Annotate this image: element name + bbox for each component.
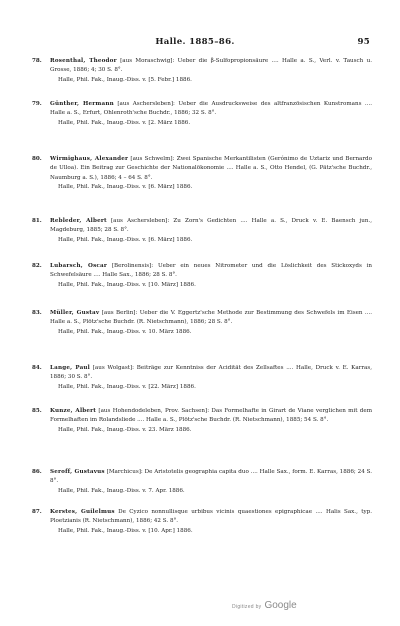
entry-author: Günther, Hermann xyxy=(50,101,114,107)
entry-dissertation: Halle, Phil. Fak., Inaug.-Diss. v. [22. März] 1886. xyxy=(58,383,196,390)
entry-author: Kerstes, Guilelmus xyxy=(50,509,115,515)
digitized-watermark xyxy=(232,600,297,611)
entry-author: Rosenthal, Theodor xyxy=(50,58,117,64)
entry-author: Seroff, Gustavus xyxy=(50,469,105,475)
entry-author: Lubarsch, Oscar xyxy=(50,263,108,269)
entry-text: [Berolinensis]: Ueber ein neues Nitrometer und die Löslichkeit des Stickoxyds in Schwefelsäure .... Halle Sax., 1886; 28 S. 8°. xyxy=(50,263,373,279)
entry-text: [aus Schwelm]: Zwei Spanische Merkantilisten (Gerónimo de Uztariz und Bernardo de Ulloa). Ein Beitrag zur Geschichte der Nationalökonomie .... Halle a. S., Otto Hendel, (G. Pätz'sche Buchdr., Naumburg a. S.), 1886; 4 – 64 S. 8°. xyxy=(50,156,372,181)
entry-81 xyxy=(32,217,372,245)
entry-80 xyxy=(32,155,372,193)
entry-83 xyxy=(32,309,372,337)
watermark-prefix: Digitized by xyxy=(232,604,262,610)
entry-86 xyxy=(32,468,372,496)
entry-author: Kunze, Albert xyxy=(50,408,97,414)
entry-text: [aus Berlin]: Ueber die V. Eggertz'sche Methode zur Bestimmung des Schwefels im Eisen .... Halle a. S., Plötz'sche Buchdr. (R. Nietschmann), 1886; 28 S. 8°. xyxy=(50,310,372,326)
page-number: 95 xyxy=(357,37,370,47)
entry-text: [aus Aschersleben]: Ueber die Ausdrucksweise des altfranzösischen Kunstromans .... Halle a. S., Erfurt, Ohlenroth'sche Buchdr., 1886; 32 S. 8°. xyxy=(50,101,372,117)
entry-number: 85. xyxy=(32,408,42,414)
entry-author: Rebleder, Albert xyxy=(50,218,107,224)
watermark-brand: Google xyxy=(264,600,297,611)
entry-number: 83. xyxy=(32,310,42,316)
entry-dissertation: Halle, Phil. Fak., Inaug.-Diss. v. 23. März 1886. xyxy=(58,426,192,433)
entry-dissertation: Halle, Phil. Fak., Inaug.-Diss. v. [6. März] 1886. xyxy=(58,236,193,243)
entry-text: [aus Hohendodeleben, Prov. Sachsen]: Das Formelhafte in Girart de Viane verglichen mit dem Formelhaften im Rolandsliede .... Halle a. S., Plötz'sche Buchdr. (R. Nietschmann), 1885; 54 S. 8°. xyxy=(50,408,372,424)
entry-dissertation: Halle, Phil. Fak., Inaug.-Diss. v. [10. Apr.] 1886. xyxy=(58,527,193,534)
entry-author: Wirmighaus, Alexander xyxy=(50,156,129,162)
entry-text: [aus Aschersleben]: Zu Zorn's Gedichten .... Halle a. S., Druck v. E. Baensch jun., Magdeburg, 1885; 28 S. 8°. xyxy=(50,218,373,234)
entry-author: Müller, Gustav xyxy=(50,310,100,316)
entry-dissertation: Halle, Phil. Fak., Inaug.-Diss. v. [10. März] 1886. xyxy=(58,281,196,288)
entry-number: 86. xyxy=(32,469,42,475)
entry-number: 82. xyxy=(32,263,42,269)
entry-87 xyxy=(32,508,372,536)
entry-dissertation: Halle, Phil. Fak., Inaug.-Diss. v. [6. März] 1886. xyxy=(58,184,193,191)
entry-number: 87. xyxy=(32,509,42,515)
entry-dissertation: Halle, Phil. Fak., Inaug.-Diss. v. [5. Febr.] 1886. xyxy=(58,76,192,83)
entry-author: Lange, Paul xyxy=(50,365,90,371)
entry-79 xyxy=(32,100,372,128)
entry-78 xyxy=(32,57,372,85)
entry-number: 81. xyxy=(32,218,42,224)
entry-dissertation: Halle, Phil. Fak., Inaug.-Diss. v. 7. Apr. 1886. xyxy=(58,487,185,494)
entry-text: [aus Wolgast]: Beiträge zur Kenntniss der Acidität des Zellsaftes .... Halle, Druck v. E. Karras, 1886; 30 S. 8°. xyxy=(50,365,373,381)
entry-number: 78. xyxy=(32,58,42,64)
entry-text: [aus Moraschwig]: Ueber die β-Sulfopropionsäure .... Halle a. S., Verl. v. Tausch u. Grosse, 1886; 4; 30 S. 8°. xyxy=(50,58,372,74)
entry-number: 84. xyxy=(32,365,42,371)
entry-text: [Marchicus]: De Aristotelis geographia capita duo .... Halle Sax., form. E. Karras, 1886; 24 S. 8°. xyxy=(50,469,373,485)
entry-number: 79. xyxy=(32,101,42,107)
entry-text: De Cyzico nonnullisque urbibus vicinis quaestiones epigraphicae .... Halis Sax., typ. Ploetzianis (R. Nietschmann), 1886; 42 S. 8°. xyxy=(50,509,373,525)
header-title: Halle. 1885–86. xyxy=(155,37,235,47)
entry-82 xyxy=(32,262,372,290)
entry-number: 80. xyxy=(32,156,42,162)
entry-85 xyxy=(32,407,372,435)
entry-dissertation: Halle, Phil. Fak., Inaug.-Diss. v. 10. März 1886. xyxy=(58,328,192,335)
running-header xyxy=(20,37,370,47)
entry-84 xyxy=(32,364,372,392)
entry-dissertation: Halle, Phil. Fak., Inaug.-Diss. v. [2. März 1886. xyxy=(58,119,191,126)
